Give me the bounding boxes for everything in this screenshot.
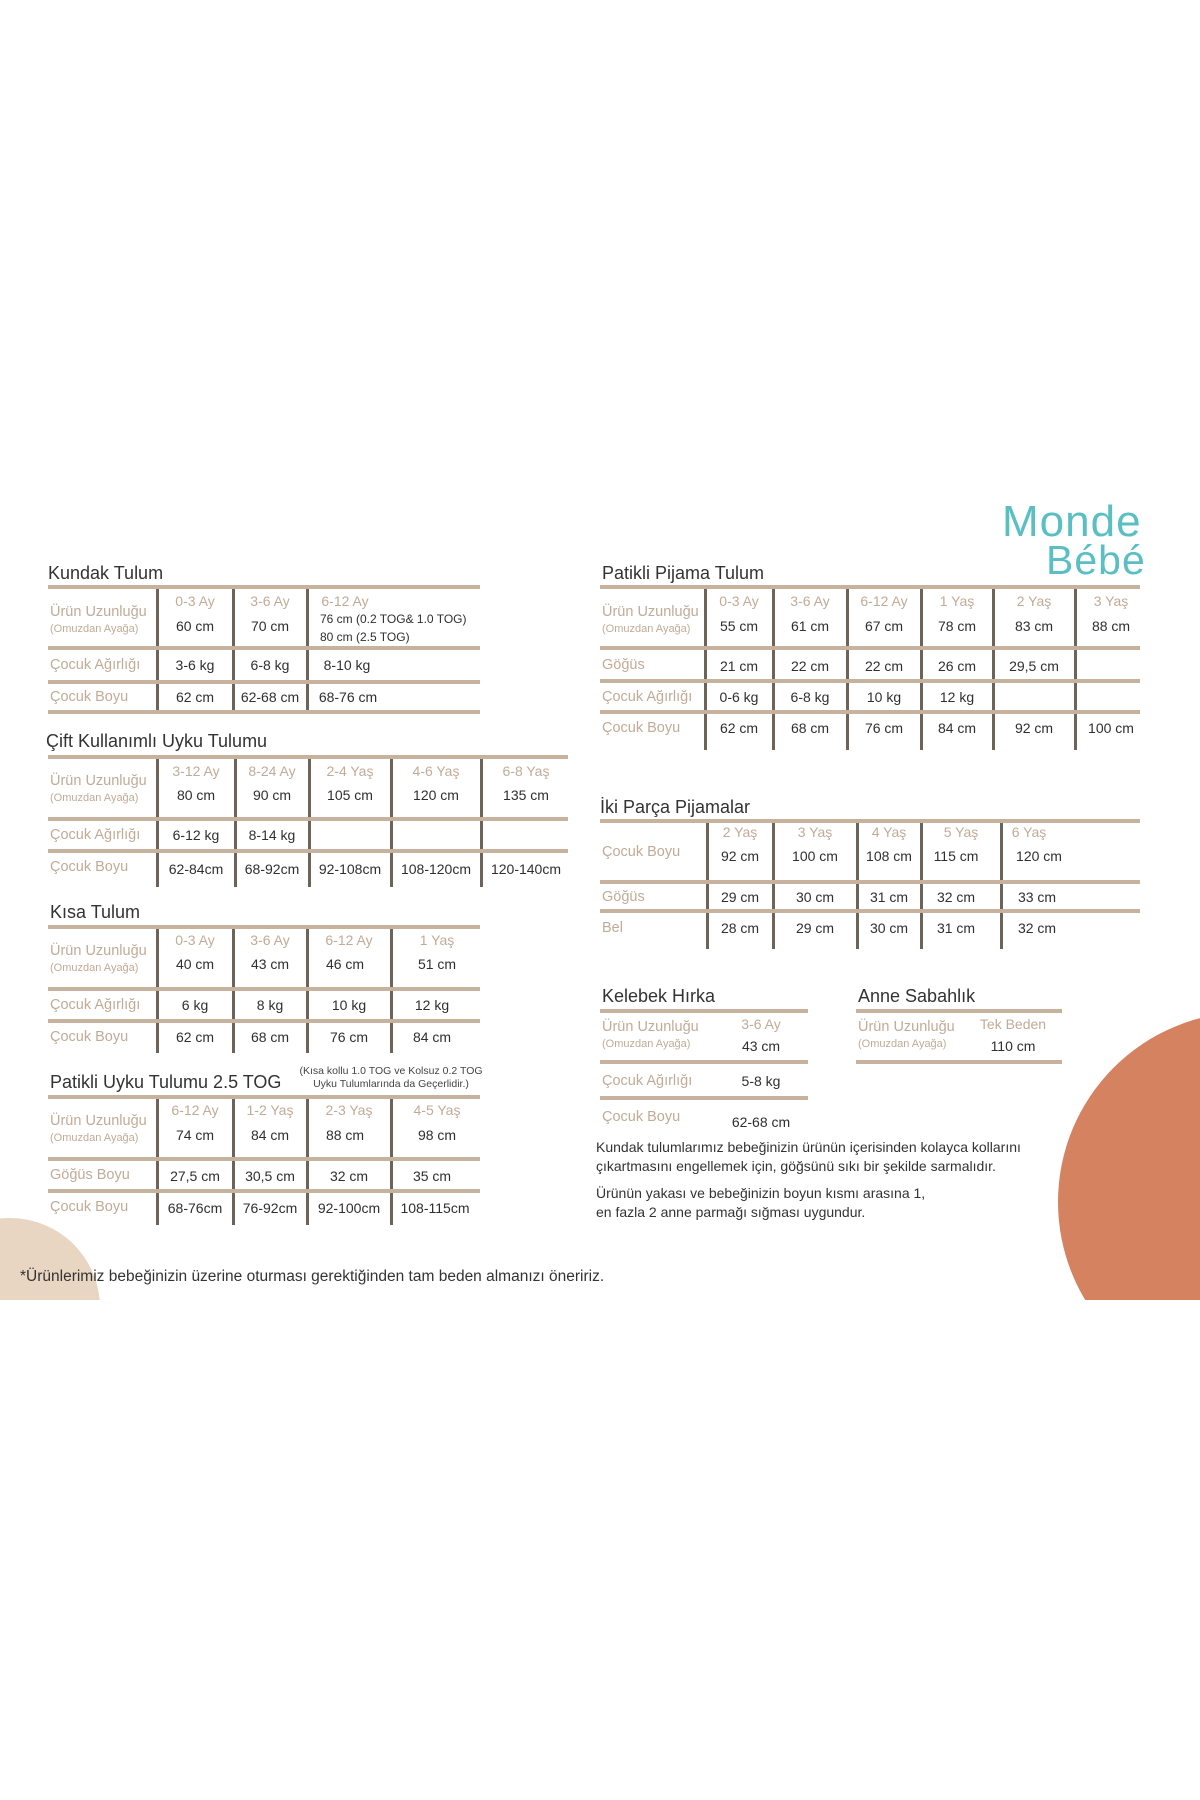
cell-weight: 8 kg <box>256 997 284 1013</box>
cell-length: 80 cm <box>176 787 216 803</box>
row-label-chest: Göğüs Boyu <box>50 1167 130 1183</box>
cell-weight: 6-12 kg <box>172 827 220 843</box>
row-label-height: Çocuk Boyu <box>50 689 129 705</box>
table-vline <box>156 650 159 680</box>
size-header: 3 Yaş <box>1093 593 1129 609</box>
size-header: 8-24 Ay <box>248 763 296 779</box>
table-vline <box>390 759 393 817</box>
size-header: 2-3 Yaş <box>325 1102 373 1118</box>
note-line: en fazla 2 anne parmağı sığması uygundur. <box>596 1204 866 1220</box>
table-vline <box>390 991 393 1019</box>
table-vline <box>706 823 709 880</box>
table-vline <box>1000 823 1003 880</box>
table-vline <box>234 759 237 817</box>
cell-weight: 8-14 kg <box>248 827 296 843</box>
table-rule <box>600 1060 808 1064</box>
section-title-kisa: Kısa Tulum <box>50 902 141 922</box>
cell-weight: 6-8 kg <box>790 689 830 705</box>
size-header: 2-4 Yaş <box>326 763 374 779</box>
row-label-waist: Bel <box>602 920 623 936</box>
size-header: 6-8 Yaş <box>502 763 550 779</box>
note-paragraph-2 <box>596 1184 925 1222</box>
table-vline <box>920 714 923 750</box>
size-header: 0-3 Ay <box>175 593 215 609</box>
table-vline <box>772 714 775 750</box>
row-label-height: Çocuk Boyu <box>50 1199 129 1215</box>
row-label-length: Ürün Uzunluğu <box>50 1113 147 1129</box>
row-label-height: Çocuk Boyu <box>602 844 681 860</box>
cell-length: 83 cm <box>1014 618 1054 634</box>
section-title-cift: Çift Kullanımlı Uyku Tulumu <box>46 731 268 751</box>
cell-length: 40 cm <box>175 956 215 972</box>
table-vline <box>156 684 159 710</box>
cell-height: 62-84cm <box>168 861 224 877</box>
table-rule <box>856 1009 1062 1013</box>
table-vline <box>856 884 859 909</box>
table-vline <box>306 650 309 680</box>
table-vline <box>390 929 393 987</box>
row-sublabel: (Omuzdan Ayağa) <box>602 1038 691 1050</box>
table-vline <box>232 684 235 710</box>
cell-height: 84 cm <box>412 1029 452 1045</box>
table-vline <box>992 683 995 710</box>
table-vline <box>772 913 775 949</box>
row-label-length: Ürün Uzunluğu <box>50 943 147 959</box>
cell-weight: 10 kg <box>866 689 902 705</box>
cell-chest: 32 cm <box>936 889 976 905</box>
table-vline <box>232 1099 235 1157</box>
table-vline <box>1000 913 1003 949</box>
row-label-weight: Çocuk Ağırlığı <box>602 689 693 705</box>
cell-chest: 35 cm <box>412 1168 452 1184</box>
cell-height: 76-92cm <box>242 1200 298 1216</box>
cell-chest: 29 cm <box>720 889 760 905</box>
cell-length: 98 cm <box>417 1127 457 1143</box>
table-vline <box>390 821 393 849</box>
table-vline <box>1074 683 1077 710</box>
table-vline <box>706 884 709 909</box>
table-vline <box>156 1023 159 1053</box>
row-label-weight: Çocuk Ağırlığı <box>602 1073 693 1089</box>
cell-weight: 8-10 kg <box>323 657 371 673</box>
table-vline <box>704 650 707 679</box>
cell-length: 135 cm <box>503 787 549 803</box>
table-vline <box>308 821 311 849</box>
table-rule <box>600 585 1140 589</box>
cell-length: 88 cm <box>325 1127 365 1143</box>
table-rule <box>856 1060 1062 1064</box>
cell-height: 68-76 cm <box>318 689 378 705</box>
cell-chest: 30 cm <box>795 889 835 905</box>
table-rule <box>48 987 480 991</box>
cell-length: 88 cm <box>1091 618 1131 634</box>
row-label-chest: Göğüs <box>602 657 645 673</box>
cell-chest: 27,5 cm <box>170 1168 220 1184</box>
table-rule <box>600 1096 808 1100</box>
cell-weight: 5-8 kg <box>741 1073 781 1089</box>
table-vline <box>1074 650 1077 679</box>
cell-height: 84 cm <box>937 720 977 736</box>
table-vline <box>992 650 995 679</box>
cell-height: 108-115cm <box>400 1200 470 1216</box>
table-vline <box>232 991 235 1019</box>
note-paragraph-1 <box>596 1138 1021 1176</box>
row-label-height: Çocuk Boyu <box>50 859 129 875</box>
note-line: Ürünün yakası ve bebeğinizin boyun kısmı arasına 1, <box>596 1185 926 1201</box>
table-vline <box>704 683 707 710</box>
cell-weight: 12 kg <box>939 689 975 705</box>
cell-length: 51 cm <box>417 956 457 972</box>
table-vline <box>306 991 309 1019</box>
table-vline <box>772 823 775 880</box>
table-vline <box>232 589 235 646</box>
section-title-iki-parca: İki Parça Pijamalar <box>600 797 751 817</box>
size-header: 6 Yaş <box>1011 824 1047 840</box>
table-vline <box>920 589 923 646</box>
size-header: 0-3 Ay <box>175 932 215 948</box>
table-vline <box>1074 714 1077 750</box>
section-note-line: (Kısa kollu 1.0 TOG ve Kolsuz 0.2 TOG <box>299 1065 483 1077</box>
table-rule <box>600 880 1140 884</box>
table-vline <box>920 650 923 679</box>
table-rule <box>48 680 480 684</box>
table-vline <box>232 650 235 680</box>
cell-length: 43 cm <box>741 1038 781 1054</box>
section-title-patikli-pijama: Patikli Pijama Tulum <box>602 563 765 583</box>
cell-chest: 29,5 cm <box>1009 658 1059 674</box>
cell-chest: 30,5 cm <box>245 1168 295 1184</box>
table-vline <box>772 683 775 710</box>
cell-height: 68-76cm <box>167 1200 223 1216</box>
section-note-line: Uyku Tulumlarında da Geçerlidir.) <box>313 1078 469 1090</box>
table-vline <box>156 1099 159 1157</box>
table-rule <box>48 585 480 589</box>
table-vline <box>1000 884 1003 909</box>
table-vline <box>704 589 707 646</box>
table-vline <box>856 823 859 880</box>
table-vline <box>306 684 309 710</box>
size-header: 1 Yaş <box>419 932 455 948</box>
cell-length: 61 cm <box>790 618 830 634</box>
table-vline <box>480 821 483 849</box>
row-label-length: Ürün Uzunluğu <box>50 773 147 789</box>
cell-height: 108 cm <box>866 848 912 864</box>
cell-chest: 21 cm <box>719 658 759 674</box>
table-rule <box>600 909 1140 913</box>
table-rule <box>600 679 1140 683</box>
size-header: 3-12 Ay <box>172 763 220 779</box>
cell-waist: 28 cm <box>720 920 760 936</box>
table-vline <box>306 1161 309 1189</box>
table-vline <box>846 589 849 646</box>
cell-height: 108-120cm <box>400 861 472 877</box>
cell-height: 120-140cm <box>490 861 562 877</box>
cell-chest: 32 cm <box>329 1168 369 1184</box>
size-header: 6-12 Ay <box>325 932 373 948</box>
cell-height: 62 cm <box>175 1029 215 1045</box>
size-header: 3 Yaş <box>797 824 833 840</box>
size-header: 4-6 Yaş <box>412 763 460 779</box>
cell-length: 46 cm <box>325 956 365 972</box>
cell-height: 115 cm <box>933 848 979 864</box>
cell-height: 62-68 cm <box>731 1114 791 1130</box>
table-vline <box>232 1161 235 1189</box>
cell-length: 60 cm <box>175 618 215 634</box>
cell-chest: 31 cm <box>869 889 909 905</box>
row-label-weight: Çocuk Ağırlığı <box>50 657 141 673</box>
cell-height: 68 cm <box>250 1029 290 1045</box>
table-rule <box>600 646 1140 650</box>
table-vline <box>1074 589 1077 646</box>
table-vline <box>846 683 849 710</box>
table-vline <box>992 589 995 646</box>
cell-length: 78 cm <box>937 618 977 634</box>
table-rule <box>600 1009 808 1013</box>
section-title-anne: Anne Sabahlık <box>858 986 976 1006</box>
size-header: 4-5 Yaş <box>413 1102 461 1118</box>
table-vline <box>390 1161 393 1189</box>
table-vline <box>232 1023 235 1053</box>
cell-height: 62 cm <box>175 689 215 705</box>
size-header: 2 Yaş <box>1016 593 1052 609</box>
row-label-length: Ürün Uzunluğu <box>858 1019 955 1035</box>
table-vline <box>308 759 311 817</box>
section-title-patikli-uyku: Patikli Uyku Tulumu 2.5 TOG <box>50 1072 282 1092</box>
cell-weight: 6-8 kg <box>250 657 290 673</box>
size-header: 6-12 Ay <box>171 1102 219 1118</box>
table-vline <box>156 759 159 817</box>
cell-length: 76 cm (0.2 TOG& 1.0 TOG) <box>320 612 467 626</box>
row-sublabel: (Omuzdan Ayağa) <box>50 623 139 635</box>
table-vline <box>390 1023 393 1053</box>
table-vline <box>772 589 775 646</box>
table-vline <box>920 913 923 949</box>
cell-height: 92-108cm <box>318 861 382 877</box>
row-sublabel: (Omuzdan Ayağa) <box>50 792 139 804</box>
size-header: 6-12 Ay <box>321 593 369 609</box>
cell-chest: 22 cm <box>790 658 830 674</box>
cell-length: 105 cm <box>327 787 373 803</box>
cell-length: 67 cm <box>864 618 904 634</box>
cell-chest: 26 cm <box>937 658 977 674</box>
lower-blank-area <box>0 1300 1200 1800</box>
table-vline <box>156 929 159 987</box>
size-header: 5 Yaş <box>943 824 979 840</box>
table-rule <box>600 710 1140 714</box>
size-header: 6-12 Ay <box>860 593 908 609</box>
cell-height: 92 cm <box>1014 720 1054 736</box>
section-note <box>286 1065 496 1091</box>
table-vline <box>480 759 483 817</box>
table-vline <box>846 714 849 750</box>
table-vline <box>234 821 237 849</box>
table-rule <box>48 1189 480 1193</box>
cell-length: 70 cm <box>250 618 290 634</box>
row-sublabel: (Omuzdan Ayağa) <box>50 1132 139 1144</box>
cell-height: 68 cm <box>790 720 830 736</box>
cell-weight: 3-6 kg <box>175 657 215 673</box>
table-vline <box>920 683 923 710</box>
cell-chest: 22 cm <box>864 658 904 674</box>
table-rule <box>48 925 480 929</box>
table-vline <box>306 929 309 987</box>
size-header: 1 Yaş <box>939 593 975 609</box>
size-header: 0-3 Ay <box>719 593 759 609</box>
cell-waist: 29 cm <box>795 920 835 936</box>
cell-height: 100 cm <box>1088 720 1134 736</box>
cell-chest: 33 cm <box>1017 889 1057 905</box>
table-vline <box>772 884 775 909</box>
cell-height: 120 cm <box>1016 848 1062 864</box>
cell-waist: 30 cm <box>869 920 909 936</box>
row-label-weight: Çocuk Ağırlığı <box>50 827 141 843</box>
footnote: *Ürünlerimiz bebeğinizin üzerine oturması gerektiğinden tam beden almanızı öneririz. <box>20 1268 605 1285</box>
cell-length: 120 cm <box>413 787 459 803</box>
size-header: 1-2 Yaş <box>246 1102 294 1118</box>
row-label-weight: Çocuk Ağırlığı <box>50 997 141 1013</box>
brand-logo-line2: Bébé <box>1046 537 1146 583</box>
brand-logo-line1: Monde <box>1002 497 1142 546</box>
cell-length: 90 cm <box>252 787 292 803</box>
table-rule <box>48 710 480 714</box>
cell-length: 74 cm <box>175 1127 215 1143</box>
note-line: Kundak tulumlarımız bebeğinizin ürünün içerisinden kolayca kollarını <box>596 1139 1021 1155</box>
table-vline <box>390 1099 393 1157</box>
cell-weight: 0-6 kg <box>719 689 759 705</box>
row-label-length: Ürün Uzunluğu <box>602 604 699 620</box>
table-vline <box>920 823 923 880</box>
cell-height: 68-92cm <box>244 861 300 877</box>
cell-length: 80 cm (2.5 TOG) <box>320 630 410 644</box>
table-vline <box>706 913 709 949</box>
table-rule <box>48 1157 480 1161</box>
size-header: 2 Yaş <box>722 824 758 840</box>
row-sublabel: (Omuzdan Ayağa) <box>602 623 691 635</box>
table-vline <box>232 929 235 987</box>
cell-height: 100 cm <box>792 848 838 864</box>
cell-height: 76 cm <box>329 1029 369 1045</box>
size-header: 3-6 Ay <box>250 932 290 948</box>
table-vline <box>920 884 923 909</box>
section-title-kelebek: Kelebek Hırka <box>602 986 716 1006</box>
row-label-height: Çocuk Boyu <box>50 1029 129 1045</box>
cell-height: 62 cm <box>719 720 759 736</box>
row-sublabel: (Omuzdan Ayağa) <box>50 962 139 974</box>
table-vline <box>306 1099 309 1157</box>
cell-waist: 31 cm <box>936 920 976 936</box>
size-header: 4 Yaş <box>871 824 907 840</box>
row-label-length: Ürün Uzunluğu <box>50 604 147 620</box>
cell-weight: 6 kg <box>181 997 209 1013</box>
cell-weight: 10 kg <box>331 997 367 1013</box>
table-vline <box>156 821 159 849</box>
note-line: çıkartmasını engellemek için, göğsünü sıkı bir şekilde sarmalıdır. <box>596 1158 996 1174</box>
size-header: 3-6 Ay <box>741 1016 781 1032</box>
row-label-length: Ürün Uzunluğu <box>602 1019 699 1035</box>
size-header: Tek Beden <box>979 1016 1047 1032</box>
table-vline <box>856 913 859 949</box>
table-rule <box>600 819 1140 823</box>
table-vline <box>772 650 775 679</box>
cell-weight: 12 kg <box>414 997 450 1013</box>
cell-length: 43 cm <box>250 956 290 972</box>
table-vline <box>156 991 159 1019</box>
table-vline <box>992 714 995 750</box>
table-vline <box>156 1161 159 1189</box>
table-vline <box>156 589 159 646</box>
table-vline <box>306 589 309 646</box>
row-label-height: Çocuk Boyu <box>602 1109 681 1125</box>
size-header: 3-6 Ay <box>790 593 830 609</box>
cell-height: 62-68 cm <box>240 689 300 705</box>
table-vline <box>306 1023 309 1053</box>
cell-length: 110 cm <box>990 1038 1036 1054</box>
cell-waist: 32 cm <box>1017 920 1057 936</box>
row-label-height: Çocuk Boyu <box>602 720 681 736</box>
row-label-chest: Göğüs <box>602 889 645 905</box>
row-sublabel: (Omuzdan Ayağa) <box>858 1038 947 1050</box>
size-header: 3-6 Ay <box>250 593 290 609</box>
table-rule <box>48 1095 480 1099</box>
cell-height: 92 cm <box>720 848 760 864</box>
table-vline <box>704 714 707 750</box>
table-rule <box>48 1019 480 1023</box>
cell-length: 84 cm <box>250 1127 290 1143</box>
section-title-kundak: Kundak Tulum <box>48 563 164 583</box>
cell-length: 55 cm <box>719 618 759 634</box>
table-vline <box>846 650 849 679</box>
cell-height: 76 cm <box>864 720 904 736</box>
cell-height: 92-100cm <box>317 1200 381 1216</box>
table-rule <box>48 646 480 650</box>
